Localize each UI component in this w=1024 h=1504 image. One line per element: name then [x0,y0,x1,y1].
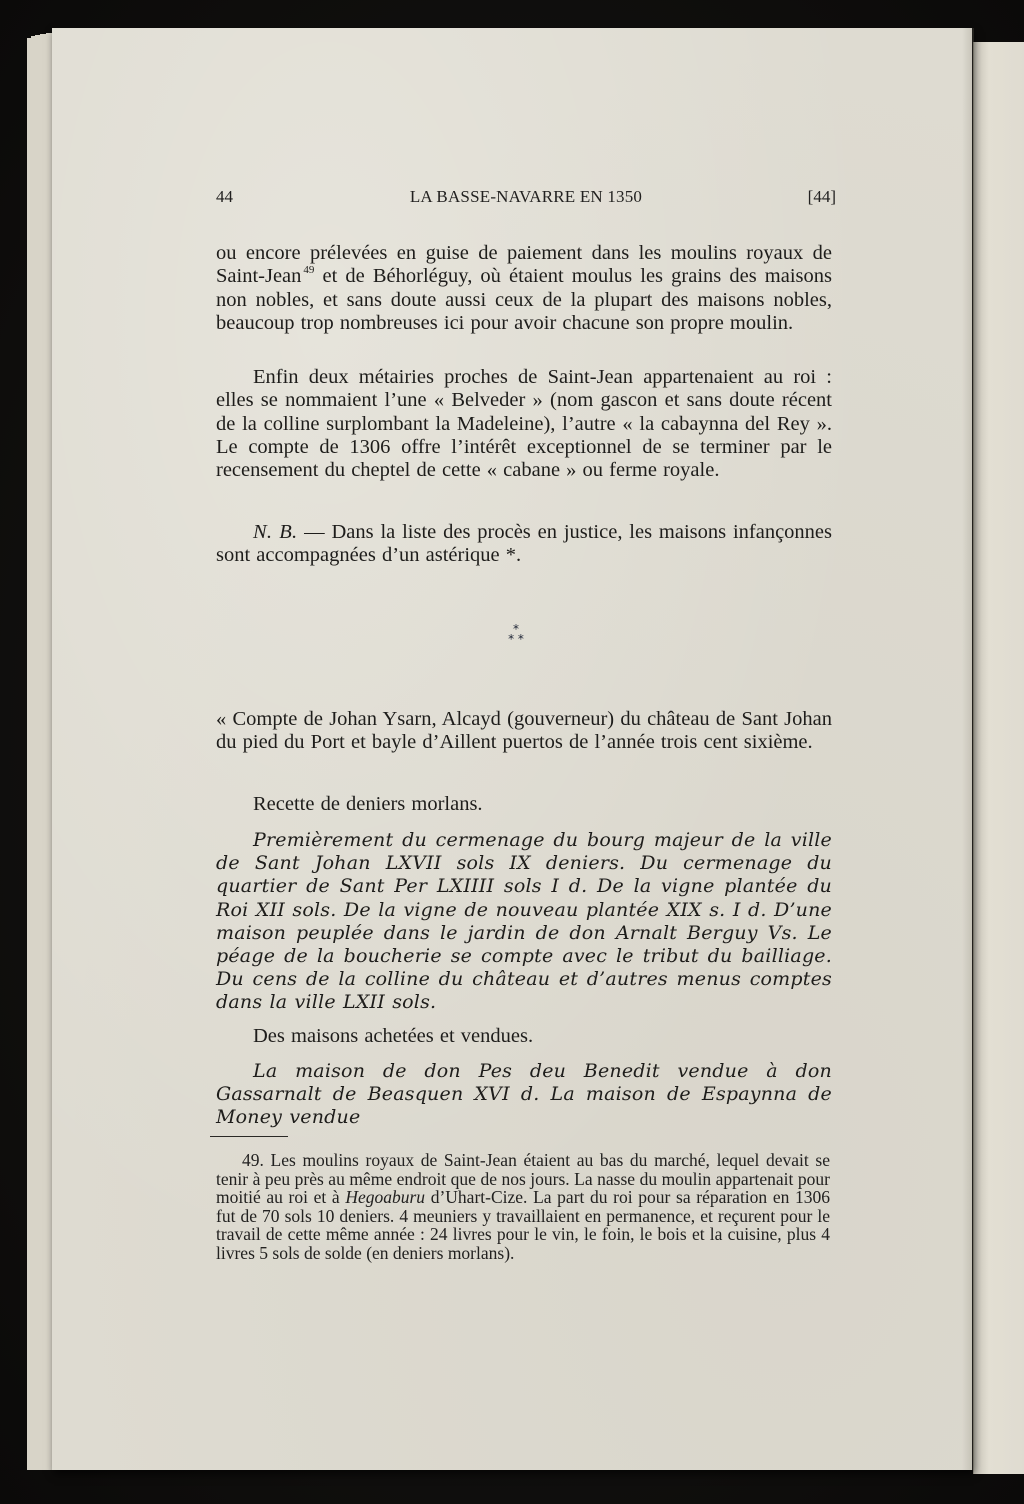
bracketed-page-number: [44] [807,187,836,206]
paragraph-text: ou encore prélevées en guise de paiement dans les moulins royaux de Saint-Jean [216,242,832,288]
footnote-number: 49. [242,1150,264,1170]
paragraph-recette-entries: Premièrement du cermenage du bourg majeur de la ville de Sant Johan LXVII sols IX deniers. Du cermenage du quartier de Sant Per LXIIII sols I d. De la vigne plantée du Roi XII sols. De la vigne de nouveau plantée XIX s. I d. D’une maison peuplée dans le jardin de don Arnalt Berguy Vs. Le péage de la boucherie se compte avec le tribut du bailliage. Du cens de la colline du château et d’autres menus comptes dans la ville LXII sols. [216,829,832,1014]
paragraph-moulins [216,242,832,335]
page-gutter-shadow [962,28,974,1470]
footnote-text: Les moulins royaux de Saint-Jean étaient au bas du marché, lequel devait se tenir à peu près au même endroit que de nos jours. La nasse du moulin appartenait pour moitié au roi et à [216,1150,830,1208]
running-title: LA BASSE-NAVARRE EN 1350 [409,187,643,206]
footnote-49 [216,1151,830,1263]
paragraph-maisons-entries: La maison de don Pes deu Benedit vendue à don Gassarnalt de Beasquen XVI d. La maison de Espaynna de Money vendue [216,1060,832,1129]
asterism-bottom: * * [508,632,524,646]
paragraph-compte-title: « Compte de Johan Ysarn, Alcayd (gouverneur) du château de Sant Johan du pied du Port et bayle d’Aillent puertos de l’année trois cent sixième. [216,708,832,754]
footnote-text-continued: d’Uhart-Cize. La part du roi pour sa réparation en 1306 fut de 70 sols 10 deniers. 4 meuniers y travaillaient en permanence, et reçurent pour le travail de cette même année : 24 livres pour le vin, le foin, le bois et la cuisine, plus 4 livres 5 sols de solde (en deniers morlans). [216,1187,830,1263]
facing-page [973,42,1024,1474]
subheading-maisons: Des maisons achetées et vendues. [253,1025,534,1047]
section-break-asterism [496,624,536,650]
footnote-reference[interactable]: 49 [303,264,315,277]
paragraph-metairies: Enfin deux métairies proches de Saint-Jean appartenaient au roi : elles se nommaient l’une « Belveder » (nom gascon et sans doute récent de la colline surplombant la Madeleine), l’autre « la cabaynna del Rey ». Le compte de 1306 offre l’intérêt exceptionnel de se terminer par le recensement du cheptel de cette « cabane » ou ferme royale. [216,366,832,482]
footnote-italic-name: Hegoaburu [345,1187,426,1208]
paragraph-nota-bene [216,521,832,568]
subheading-recette: Recette de deniers morlans. [253,793,483,815]
paragraph-text: et de Béhorléguy, où étaient moulus les grains des maisons non nobles, et sans doute aussi ceux de la plupart des maisons nobles, beaucoup trop nombreuses ici pour avoir chacune son propre moulin. [216,265,832,334]
footnote-separator [210,1136,288,1137]
page-number: 44 [216,187,233,206]
nota-bene-label: N. B. [253,521,298,543]
asterism-top: * [513,622,519,636]
running-head [216,187,836,211]
nota-bene-text: — Dans la liste des procès en justice, les maisons infançonnes sont accompagnées d’un astérique *. [216,521,832,567]
